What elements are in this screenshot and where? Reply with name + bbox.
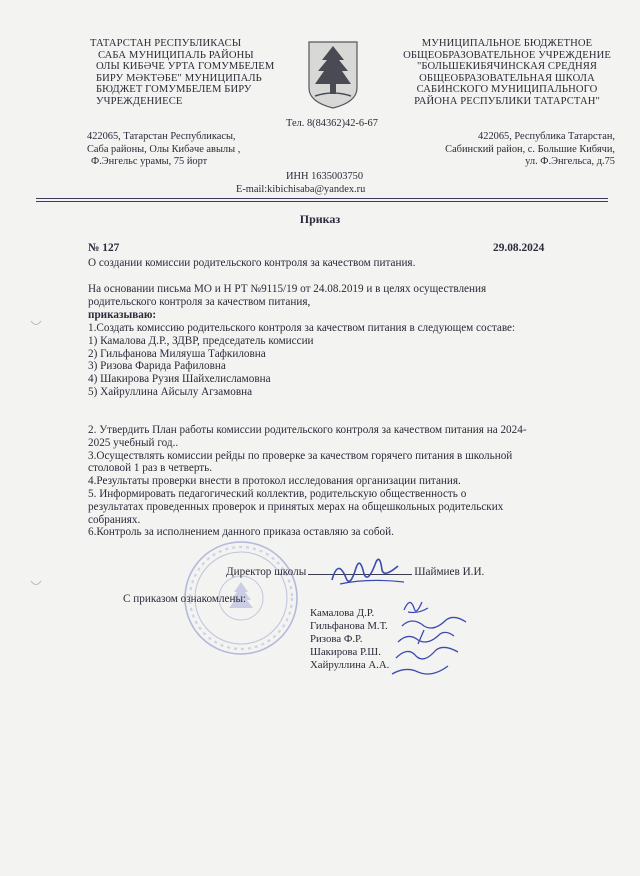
order-point: 2. Утвердить План работы комиссии родительского контроля за качеством питания на 2024- [88,424,527,436]
list-item: 3) Ризова Фарида Рафиловна [88,360,226,373]
address-left [87,131,287,169]
header-divider [36,201,608,202]
list-item: 4) Шакирова Рузия Шайхелисламовна [88,373,271,386]
address-right-line: Сабинский район, с. Большие Кибячи, [445,143,615,155]
list-item: 2) Гильфанова Миляуша Тафкиловна [88,347,266,360]
document-title: Приказ [299,212,341,226]
order-point: 4.Результаты проверки внести в протокол исследования организации питания. [88,475,461,488]
order-point: результатах проведенных проверок и принятых мерах на общешкольных родительских [88,500,504,513]
order-points [88,424,588,539]
director-name: Шаймиев И.И. [414,566,485,578]
header-left-line: ОЛЫ КИБӘЧЕ УРТА ГОМУМБЕЛЕМ [96,61,275,73]
signature-icon [388,596,478,680]
signature-icon [318,548,418,596]
header-right-org [386,38,628,108]
order-number: № 127 [88,242,120,254]
header-divider [36,198,608,199]
address-left-line: 422065, Татарстан Республикасы, [87,131,236,142]
address-left-line: Саба районы, Олы Кибәче авылы , [87,143,241,155]
acquainted-person: Гильфанова М.Т. [310,619,388,632]
address-right-line: 422065, Республика Татарстан, [478,131,615,142]
acquainted-person: Хайруллина А.А. [310,658,390,671]
order-subject: О создании комиссии родительского контроля за качеством питания. [88,257,416,269]
acquainted-person: Шакирова Р.Ш. [310,645,381,658]
header-left-line: БЮДЖЕТ ГОМУМБЕЛЕМ БИРУ [96,84,252,96]
header-right-line: РАЙОНА РЕСПУБЛИКИ ТАТАРСТАН" [414,95,600,107]
acquainted-person: Камалова Д.Р. [310,607,375,619]
header-right-line: МУНИЦИПАЛЬНОЕ БЮДЖЕТНОЕ [421,38,593,49]
director-label: Директор школы [226,566,307,578]
header-left-line: УЧРЕЖДЕНИЕСЕ [96,95,183,107]
order-point: 6.Контроль за исполнением данного приказа оставляю за собой. [88,526,394,539]
punch-hole-mark [30,320,42,328]
header-right-line: САБИНСКОГО МУНИЦИПАЛЬНОГО [416,84,598,96]
address-left-line: Ф.Энгельс урамы, 75 йорт [91,156,208,167]
header-left-line: САБА МУНИЦИПАЛЬ РАЙОНЫ [98,49,254,61]
order-point: 3.Осуществлять комиссии рейды по проверке за качеством горячего питания в школьной [88,449,513,462]
header-left-org [90,38,300,108]
phone-number: Тел. 8(84362)42-6-67 [286,118,378,129]
commission-list [88,322,588,399]
acquainted-person: Ризова Ф.Р. [310,632,363,645]
order-date: 29.08.2024 [493,242,545,254]
acquainted-label: С приказом ознакомлены: [123,593,247,605]
order-word: приказываю: [88,309,157,321]
fir-tree-emblem-icon [303,38,363,110]
header-left-line: БИРУ МӘКТӘБЕ" МУНИЦИПАЛЬ [96,72,262,84]
inn-number: ИНН 1635003750 [286,171,364,182]
acquainted-list [310,607,389,672]
order-point: 2025 учебный год.. [88,436,179,449]
order-point: столовой 1 раз в четверть. [88,462,213,475]
list-item: 1) Камалова Д.Р., ЗДВР, председатель комиссии [88,334,314,347]
header-right-line: "БОЛЬШЕКИБЯЧИНСКАЯ СРЕДНЯЯ [416,61,598,73]
address-right-line: ул. Ф.Энгельса, д.75 [525,156,615,167]
order-point: 5. Информировать педагогический коллектив, родительскую общественность о [88,487,467,500]
address-right [390,131,615,169]
email-address: E-mail:kibichisaba@yandex.ru [236,184,366,195]
list-item: 1.Создать комиссию родительского контроля за качеством питания в следующем составе: [88,322,516,334]
header-right-line: ОБЩЕОБРАЗОВАТЕЛЬНОЕ УЧРЕЖДЕНИЕ [403,49,611,61]
basis-line: родительского контроля за качеством питания, [88,295,311,308]
punch-hole-mark [30,580,42,588]
basis-line: На основании письма МО и Н РТ №9115/19 от 24.08.2019 и в целях осуществления [88,283,487,295]
order-basis [88,283,558,309]
list-item: 5) Хайруллина Айсылу Агзамовна [88,385,253,398]
header-left-line: ТАТАРСТАН РЕСПУБЛИКАСЫ [90,38,242,49]
header-right-line: ОБЩЕОБРАЗОВАТЕЛЬНАЯ ШКОЛА [419,72,595,84]
order-point: собраниях. [88,513,141,526]
